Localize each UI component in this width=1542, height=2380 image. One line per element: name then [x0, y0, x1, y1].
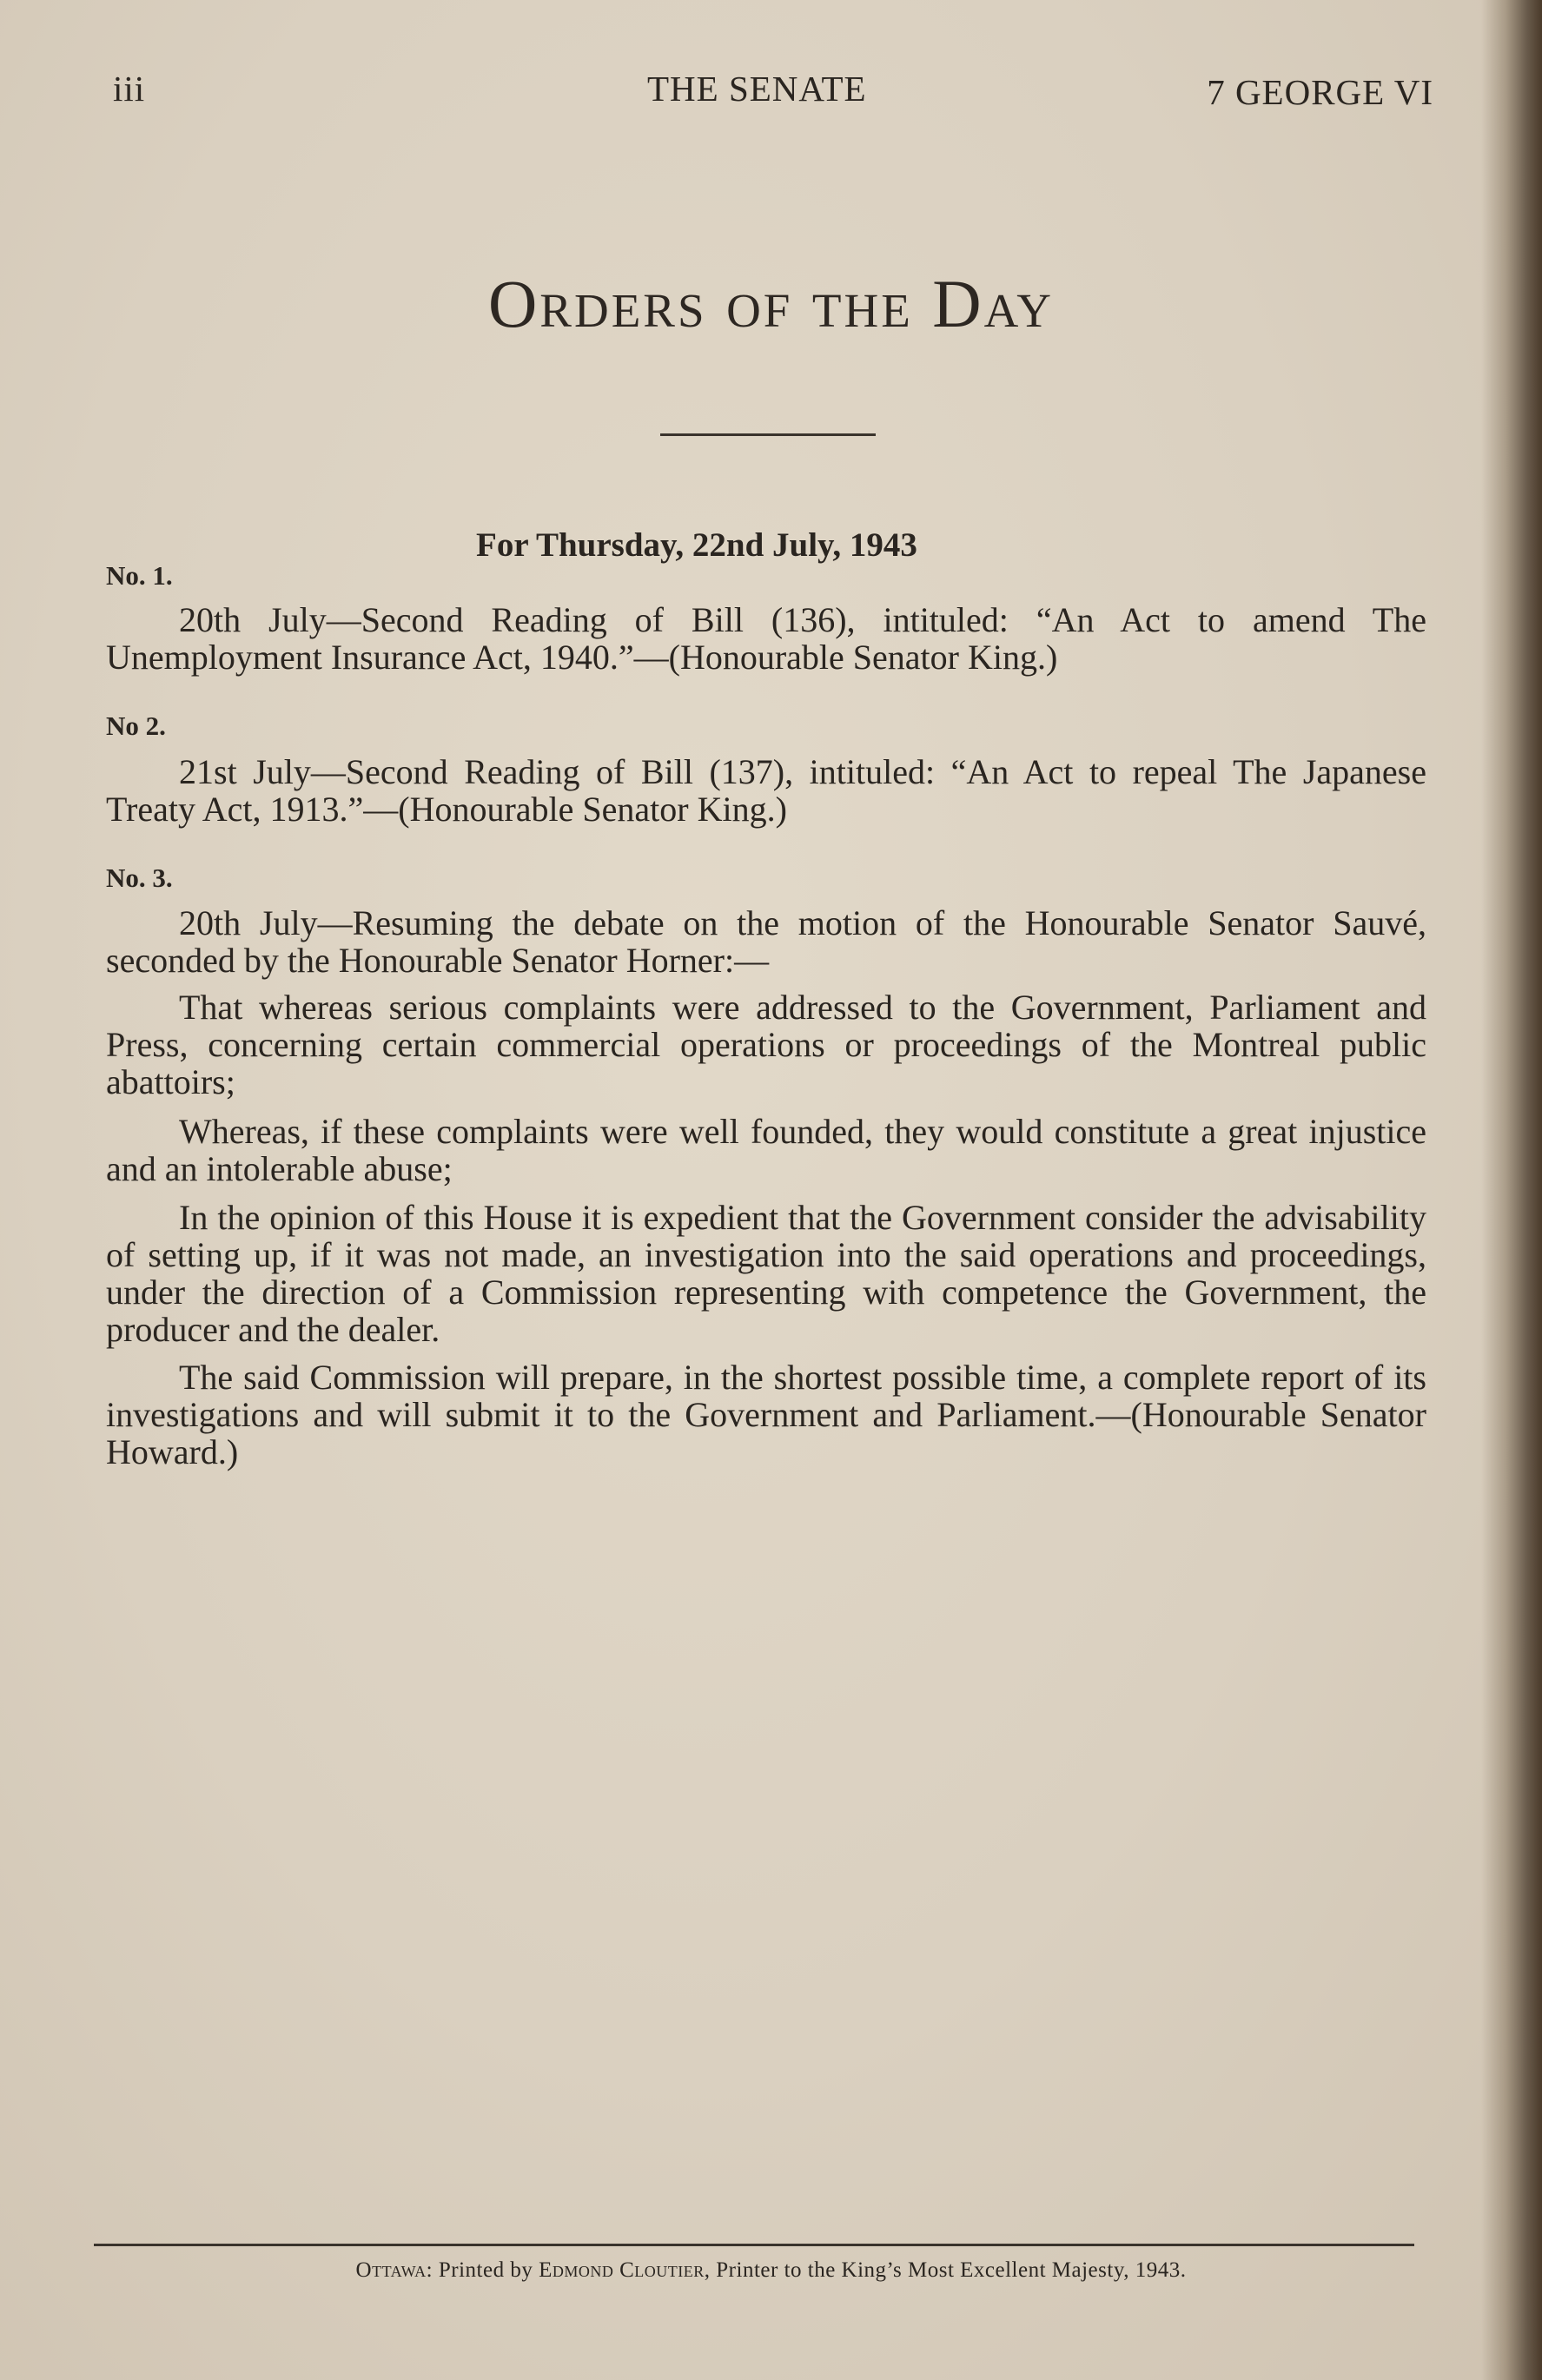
item-number-3: No. 3.	[106, 863, 173, 893]
book-spine-shadow	[1481, 0, 1542, 2380]
item-3-paragraph-1: 20th July—Resuming the debate on the motion of the Honourable Senator Sauvé, seconded by the Honourable Senator Horner:—	[106, 903, 1426, 980]
imprint-printer: Edmond Cloutier	[539, 2258, 705, 2282]
item-3-paragraph-5: The said Commission will prepare, in the shortest possible time, a complete report of its investigations and will submit it to the Government and Parliament.—(Honourable Senator Howard.)	[106, 1358, 1426, 1471]
item-2-paragraph: 21st July—Second Reading of Bill (137), intituled: “An Act to repeal The Japanese Treaty Act, 1913.”—(Honourable Senator King.)	[106, 752, 1426, 829]
page-folio: iii	[113, 69, 146, 109]
item-number-2: No 2.	[106, 711, 166, 741]
running-header	[113, 68, 1433, 120]
imprint-place: Ottawa	[355, 2258, 427, 2282]
date-heading: For Thursday, 22nd July, 1943	[476, 526, 917, 564]
imprint-text-1: : Printed by	[426, 2258, 539, 2282]
title-rule	[660, 433, 876, 436]
item-1-paragraph: 20th July—Second Reading of Bill (136), intituled: “An Act to amend The Unemployment Insurance Act, 1940.”—(Honourable Senator King.)	[106, 600, 1426, 677]
item-3-paragraph-3: Whereas, if these complaints were well founded, they would constitute a great injustice and an intolerable abuse;	[106, 1112, 1426, 1188]
item-3-paragraph-4: In the opinion of this House it is expedient that the Government consider the advisability of setting up, if it was not made, an investigation into the said operations and proceedings, under the direction of a Commission representing with competence the Government, the producer and the dealer.	[106, 1198, 1426, 1349]
item-number-1: No. 1.	[106, 560, 173, 591]
page-title: Orders of the Day	[487, 266, 1055, 341]
footer-rule	[94, 2244, 1414, 2246]
printer-imprint	[0, 2258, 1542, 2283]
item-3-paragraph-2: That whereas serious complaints were addressed to the Government, Parliament and Press, concerning certain commercial operations or proceedings of the Montreal public abattoirs;	[106, 988, 1426, 1101]
header-title: THE SENATE	[647, 69, 867, 109]
header-regnal-year: 7 GEORGE VI	[1207, 72, 1433, 112]
imprint-text-2: , Printer to the King’s Most Excellent Majesty, 1943.	[704, 2258, 1187, 2282]
